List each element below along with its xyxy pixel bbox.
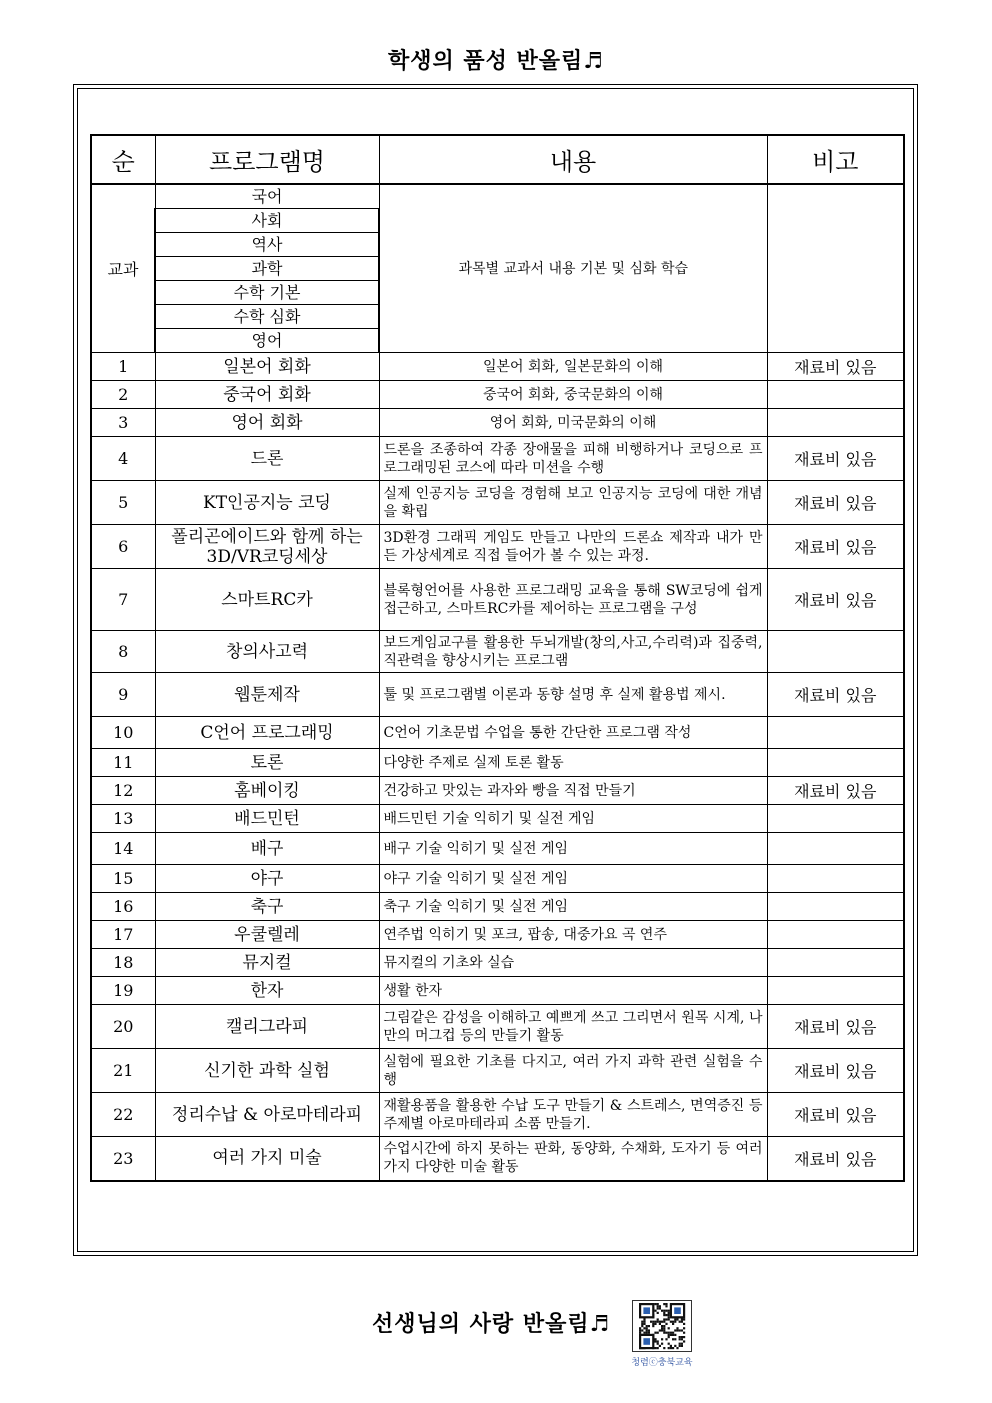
- row-content: 그림같은 감성을 이해하고 예쁘게 쓰고 그리면서 원목 시계, 나만의 머그컵 등의 만들기 활동: [379, 1005, 767, 1049]
- row-note: 재료비 있음: [767, 1093, 904, 1137]
- row-number: 22: [91, 1093, 155, 1137]
- row-number: 5: [91, 481, 155, 525]
- subject-label: 교과: [91, 184, 155, 353]
- subject-content: 과목별 교과서 내용 기본 및 심화 학습: [379, 184, 767, 353]
- row-note: [767, 381, 904, 409]
- table-row: [91, 749, 904, 777]
- row-program-name: 영어 회화: [155, 409, 379, 437]
- row-content: 연주법 익히기 및 포크, 팝송, 대중가요 곡 연주: [379, 921, 767, 949]
- row-content: 블록형언어를 사용한 프로그래밍 교육을 통해 SW코딩에 쉽게 접근하고, 스마트RC카를 제어하는 프로그램을 구성: [379, 569, 767, 631]
- row-content: 야구 기술 익히기 및 실전 게임: [379, 865, 767, 893]
- row-content: C언어 기초문법 수업을 통한 간단한 프로그램 작성: [379, 717, 767, 749]
- subject-row: [91, 184, 904, 209]
- row-number: 17: [91, 921, 155, 949]
- row-note: [767, 717, 904, 749]
- row-number: 18: [91, 949, 155, 977]
- row-program-name: 신기한 과학 실험: [155, 1049, 379, 1093]
- row-number: 21: [91, 1049, 155, 1093]
- table-row: [91, 865, 904, 893]
- row-number: 4: [91, 437, 155, 481]
- row-content: 축구 기술 익히기 및 실전 게임: [379, 893, 767, 921]
- subject-name: 영어: [155, 329, 379, 353]
- row-number: 9: [91, 673, 155, 717]
- row-number: 14: [91, 833, 155, 865]
- row-note: [767, 749, 904, 777]
- footer-slogan: 선생님의 사랑 반올림♬: [372, 1311, 611, 1337]
- row-program-name: 캘리그라피: [155, 1005, 379, 1049]
- table-row: [91, 949, 904, 977]
- table-row: [91, 977, 904, 1005]
- page-title: 학생의 품성 반올림♬: [387, 48, 605, 74]
- table-row: [91, 437, 904, 481]
- subject-name: 수학 심화: [155, 305, 379, 329]
- row-number: 15: [91, 865, 155, 893]
- table-row: [91, 631, 904, 673]
- row-program-name: 스마트RC카: [155, 569, 379, 631]
- table-row: [91, 481, 904, 525]
- row-number: 20: [91, 1005, 155, 1049]
- subject-name: 국어: [155, 184, 379, 209]
- table-row: [91, 381, 904, 409]
- row-number: 3: [91, 409, 155, 437]
- row-program-name: 창의사고력: [155, 631, 379, 673]
- table-row: [91, 805, 904, 833]
- row-program-name: KT인공지능 코딩: [155, 481, 379, 525]
- row-content: 다양한 주제로 실제 토론 활동: [379, 749, 767, 777]
- row-content: 실제 인공지능 코딩을 경험해 보고 인공지능 코딩에 대한 개념을 확립: [379, 481, 767, 525]
- row-number: 16: [91, 893, 155, 921]
- header-content: 내용: [379, 135, 767, 184]
- row-program-name: 야구: [155, 865, 379, 893]
- row-content: 드론을 조종하여 각종 장애물을 피해 비행하거나 코딩으로 프로그래밍된 코스에 따라 미션을 수행: [379, 437, 767, 481]
- row-program-name: 웹툰제작: [155, 673, 379, 717]
- row-number: 23: [91, 1137, 155, 1181]
- qr-caption: 청렴ⓒ충북교육: [631, 1358, 693, 1368]
- row-content: 뮤지컬의 기초와 실습: [379, 949, 767, 977]
- row-number: 7: [91, 569, 155, 631]
- row-program-name: 한자: [155, 977, 379, 1005]
- table-row: [91, 1049, 904, 1093]
- row-number: 12: [91, 777, 155, 805]
- row-note: 재료비 있음: [767, 1137, 904, 1181]
- row-number: 1: [91, 353, 155, 381]
- table-row: [91, 1093, 904, 1137]
- row-note: [767, 977, 904, 1005]
- row-content: 3D환경 그래픽 게임도 만들고 나만의 드론쇼 제작과 내가 만든 가상세계로 직접 들어가 볼 수 있는 과정.: [379, 525, 767, 569]
- row-number: 6: [91, 525, 155, 569]
- row-number: 13: [91, 805, 155, 833]
- row-program-name: 드론: [155, 437, 379, 481]
- subject-name: 수학 기본: [155, 281, 379, 305]
- header-note: 비고: [767, 135, 904, 184]
- row-number: 10: [91, 717, 155, 749]
- row-program-name: 축구: [155, 893, 379, 921]
- row-note: 재료비 있음: [767, 1049, 904, 1093]
- row-note: 재료비 있음: [767, 481, 904, 525]
- subject-note: [767, 184, 904, 353]
- row-content: 수업시간에 하지 못하는 판화, 동양화, 수채화, 도자기 등 여러 가지 다양한 미술 활동: [379, 1137, 767, 1181]
- table-row: [91, 893, 904, 921]
- row-note: 재료비 있음: [767, 525, 904, 569]
- row-content: 재활용품을 활용한 수납 도구 만들기 & 스트레스, 면역증진 등 주제별 아로마테라피 소품 만들기.: [379, 1093, 767, 1137]
- row-note: [767, 805, 904, 833]
- row-note: [767, 865, 904, 893]
- row-program-name: 정리수납 & 아로마테라피: [155, 1093, 379, 1137]
- row-note: [767, 921, 904, 949]
- table-row: [91, 921, 904, 949]
- row-content: 배드민턴 기술 익히기 및 실전 게임: [379, 805, 767, 833]
- row-note: [767, 949, 904, 977]
- row-note: 재료비 있음: [767, 777, 904, 805]
- row-note: 재료비 있음: [767, 673, 904, 717]
- row-program-name: 배구: [155, 833, 379, 865]
- row-number: 8: [91, 631, 155, 673]
- row-number: 2: [91, 381, 155, 409]
- row-program-name: 일본어 회화: [155, 353, 379, 381]
- row-program-name: 우쿨렐레: [155, 921, 379, 949]
- row-note: [767, 409, 904, 437]
- table-row: [91, 777, 904, 805]
- row-number: 11: [91, 749, 155, 777]
- table-header-row: [91, 135, 904, 184]
- table-row: [91, 833, 904, 865]
- row-note: 재료비 있음: [767, 353, 904, 381]
- row-program-name: 뮤지컬: [155, 949, 379, 977]
- row-content: 생활 한자: [379, 977, 767, 1005]
- row-program-name: 배드민턴: [155, 805, 379, 833]
- table-row: [91, 525, 904, 569]
- row-program-name: 여러 가지 미술: [155, 1137, 379, 1181]
- program-table: [90, 134, 905, 1182]
- row-program-name: C언어 프로그래밍: [155, 717, 379, 749]
- row-note: 재료비 있음: [767, 1005, 904, 1049]
- row-content: 일본어 회화, 일본문화의 이해: [379, 353, 767, 381]
- table-row: [91, 569, 904, 631]
- table-row: [91, 673, 904, 717]
- subject-name: 과학: [155, 257, 379, 281]
- row-note: [767, 893, 904, 921]
- row-note: 재료비 있음: [767, 569, 904, 631]
- row-note: 재료비 있음: [767, 437, 904, 481]
- row-program-name: 홈베이킹: [155, 777, 379, 805]
- row-program-name: 토론: [155, 749, 379, 777]
- qr-code-icon: [632, 1300, 692, 1352]
- table-row: [91, 1005, 904, 1049]
- table-row: [91, 717, 904, 749]
- table-row: [91, 1137, 904, 1181]
- header-order: 순: [91, 135, 155, 184]
- header-program: 프로그램명: [155, 135, 379, 184]
- table-row: [91, 353, 904, 381]
- row-program-name: 폴리곤에이드와 함께 하는 3D/VR코딩세상: [155, 525, 379, 569]
- table-row: [91, 409, 904, 437]
- subject-name: 역사: [155, 233, 379, 257]
- row-content: 영어 회화, 미국문화의 이해: [379, 409, 767, 437]
- row-note: [767, 833, 904, 865]
- row-content: 배구 기술 익히기 및 실전 게임: [379, 833, 767, 865]
- row-content: 실험에 필요한 기초를 다지고, 여러 가지 과학 관련 실험을 수행: [379, 1049, 767, 1093]
- row-content: 중국어 회화, 중국문화의 이해: [379, 381, 767, 409]
- subject-name: 사회: [155, 209, 379, 233]
- row-note: [767, 631, 904, 673]
- row-content: 툴 및 프로그램별 이론과 동향 설명 후 실제 활용법 제시.: [379, 673, 767, 717]
- row-program-name: 중국어 회화: [155, 381, 379, 409]
- row-number: 19: [91, 977, 155, 1005]
- row-content: 건강하고 맛있는 과자와 빵을 직접 만들기: [379, 777, 767, 805]
- row-content: 보드게임교구를 활용한 두뇌개발(창의,사고,수리력)과 집중력, 직관력을 향상시키는 프로그램: [379, 631, 767, 673]
- footer: [0, 1300, 992, 1370]
